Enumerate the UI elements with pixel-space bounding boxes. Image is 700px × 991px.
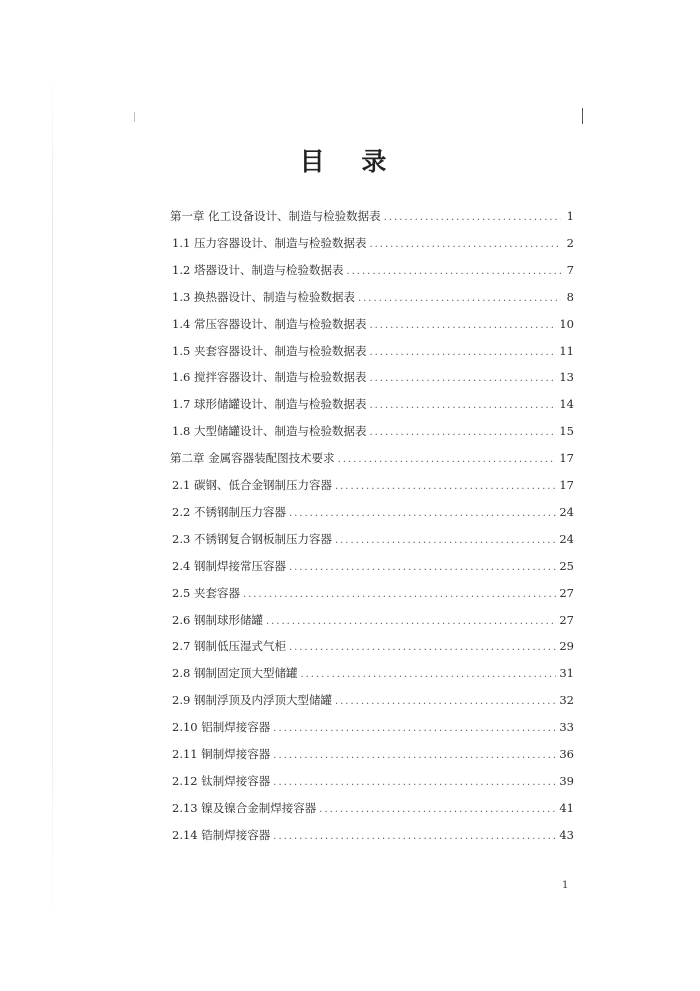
toc-entry[interactable] — [172, 717, 574, 737]
toc-entry[interactable] — [172, 502, 574, 522]
toc-entry[interactable] — [172, 663, 574, 683]
toc-entry[interactable] — [172, 798, 574, 818]
toc-entry-page: 1 — [566, 209, 574, 223]
toc-entry-label: 2.5 夹套容器 — [172, 585, 240, 600]
toc-dot-leader — [369, 396, 556, 416]
toc-dot-leader — [346, 262, 561, 282]
toc-entry-label: 1.4 常压容器设计、制造与检验数据表 — [172, 316, 367, 331]
toc-dot-leader — [384, 208, 561, 228]
toc-entry-label: 2.12 钛制焊接容器 — [172, 773, 271, 788]
page-title: 目 录 — [299, 147, 401, 176]
toc-dot-leader — [289, 504, 556, 524]
toc-entry[interactable] — [172, 421, 574, 441]
toc-entry-page: 24 — [559, 504, 574, 519]
toc-entry[interactable] — [172, 287, 574, 307]
toc-dot-leader — [273, 827, 556, 847]
toc-entry-page: 32 — [559, 693, 574, 708]
toc-entry[interactable] — [172, 394, 574, 414]
toc-entry-label: 第二章 金属容器装配图技术要求 — [170, 451, 335, 466]
toc-dot-leader — [266, 612, 556, 632]
toc-entry[interactable] — [172, 341, 574, 361]
toc-entry[interactable] — [170, 448, 574, 468]
toc-entry-label: 2.1 碳钢、低合金钢制压力容器 — [172, 478, 332, 492]
scan-mark-right — [582, 108, 583, 124]
toc-dot-leader — [369, 235, 561, 255]
toc-entry-label: 第一章 化工设备设计、制造与检验数据表 — [170, 209, 381, 223]
toc-entry-page: 25 — [559, 558, 574, 573]
toc-entry[interactable] — [172, 367, 574, 387]
toc-dot-leader — [289, 558, 556, 578]
toc-entry[interactable] — [172, 610, 574, 630]
toc-dot-leader — [273, 773, 556, 793]
toc-entry[interactable] — [172, 233, 574, 253]
toc-entry-label: 2.3 不锈钢复合钢板制压力容器 — [172, 531, 332, 546]
toc-dot-leader — [335, 477, 556, 497]
toc-entry-label: 1.1 压力容器设计、制造与检验数据表 — [172, 235, 367, 250]
toc-dot-leader — [358, 289, 561, 309]
toc-entry-label: 2.13 镍及镍合金制焊接容器 — [172, 800, 317, 815]
toc-entry-page: 24 — [559, 531, 574, 546]
toc-entry[interactable] — [172, 690, 574, 710]
scan-mark-left — [134, 112, 135, 122]
toc-entry-label: 2.10 铝制焊接容器 — [172, 720, 271, 735]
toc-entry-page: 17 — [559, 478, 574, 492]
toc-dot-leader — [319, 800, 556, 820]
toc-dot-leader — [273, 719, 556, 739]
toc-entry-page: 8 — [566, 289, 574, 304]
toc-entry-label: 2.6 钢制球形储罐 — [172, 612, 263, 627]
toc-entry-label: 1.8 大型储罐设计、制造与检验数据表 — [172, 424, 367, 439]
toc-entry-page: 7 — [566, 262, 574, 277]
toc-entry-page: 14 — [559, 397, 574, 412]
toc-entry[interactable] — [172, 825, 574, 845]
toc-entry[interactable] — [172, 260, 574, 280]
toc-entry-page: 41 — [559, 800, 574, 815]
toc-entry[interactable] — [172, 744, 574, 764]
toc-entry[interactable] — [170, 206, 574, 226]
toc-entry-label: 1.3 换热器设计、制造与检验数据表 — [172, 289, 355, 304]
toc-entry[interactable] — [172, 529, 574, 549]
toc-entry-label: 2.2 不锈钢制压力容器 — [172, 504, 286, 519]
toc-entry-label: 1.7 球形储罐设计、制造与检验数据表 — [172, 397, 367, 412]
toc-entry-page: 29 — [559, 639, 574, 654]
toc-entry-page: 2 — [566, 235, 574, 250]
toc-dot-leader — [338, 450, 557, 470]
toc-dot-leader — [289, 638, 556, 658]
toc-entry-label: 1.6 搅拌容器设计、制造与检验数据表 — [172, 370, 367, 385]
toc-dot-leader — [369, 316, 556, 336]
toc-dot-leader — [335, 531, 556, 551]
toc-entry-page: 10 — [559, 316, 574, 331]
toc-dot-leader — [369, 423, 556, 443]
toc-dot-leader — [369, 369, 556, 389]
toc-entry-page: 15 — [559, 424, 574, 439]
toc-entry[interactable] — [172, 556, 574, 576]
toc-entry-page: 31 — [559, 666, 574, 681]
toc-entry-page: 27 — [559, 612, 574, 627]
toc-entry-page: 17 — [559, 451, 574, 466]
toc-entry-label: 2.8 钢制固定顶大型储罐 — [172, 666, 298, 681]
toc-entry-label: 2.14 锆制焊接容器 — [172, 827, 271, 842]
toc-entry-page: 39 — [559, 773, 574, 788]
toc-entry-page: 27 — [559, 585, 574, 600]
toc-entry[interactable] — [172, 636, 574, 656]
toc-entry-page: 13 — [559, 370, 574, 385]
toc-entry-page: 33 — [559, 720, 574, 735]
toc-entry-label: 2.7 钢制低压湿式气柜 — [172, 639, 286, 654]
toc-entry[interactable] — [172, 314, 574, 334]
toc-entry[interactable] — [172, 475, 574, 495]
toc-entry-label: 2.11 铜制焊接容器 — [172, 747, 271, 761]
toc-dot-leader — [273, 746, 556, 766]
page-number: 1 — [562, 880, 569, 891]
toc-dot-leader — [369, 343, 556, 363]
toc-entry-page: 11 — [559, 343, 574, 358]
toc-entry-label: 1.5 夹套容器设计、制造与检验数据表 — [172, 343, 367, 358]
toc-dot-leader — [335, 692, 556, 712]
toc-entry-page: 43 — [559, 827, 574, 842]
toc-entry-page: 36 — [559, 747, 574, 761]
toc-entry[interactable] — [172, 583, 574, 603]
scan-edge-left — [52, 70, 53, 930]
toc-entry-label: 2.9 钢制浮顶及内浮顶大型储罐 — [172, 693, 332, 708]
toc-entry-label: 2.4 钢制焊接常压容器 — [172, 558, 286, 573]
toc-dot-leader — [243, 585, 556, 605]
toc-entry-label: 1.2 塔器设计、制造与检验数据表 — [172, 262, 344, 277]
toc-dot-leader — [300, 665, 556, 685]
toc-entry[interactable] — [172, 771, 574, 791]
